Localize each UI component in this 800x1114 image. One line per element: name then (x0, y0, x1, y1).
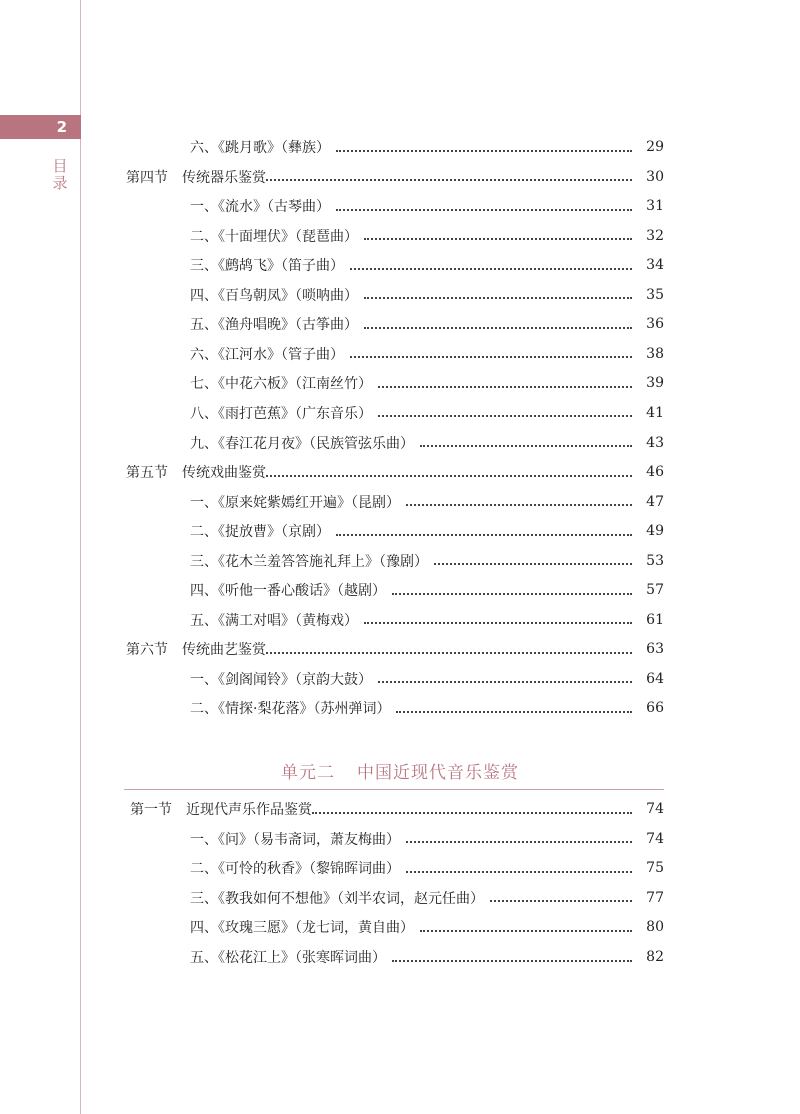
toc-item-row[interactable] (0, 313, 800, 335)
dot-leader (312, 811, 632, 814)
toc-entry-label: 一、《问》（易韦斋词，萧友梅曲） (190, 831, 400, 848)
toc-page-number: 57 (646, 582, 664, 599)
toc-item-row[interactable] (0, 284, 800, 306)
toc-item-row[interactable] (0, 225, 800, 247)
toc-item-row[interactable] (0, 579, 800, 601)
dot-leader (378, 414, 632, 417)
dot-leader (266, 178, 632, 181)
section-number: 第一节 (130, 802, 172, 818)
dot-leader (434, 562, 632, 565)
toc-page-number: 43 (646, 434, 664, 451)
toc-entry-label: 五、《渔舟唱晚》（古筝曲） (190, 317, 358, 334)
toc-item-row[interactable] (0, 136, 800, 158)
toc-item-row[interactable] (0, 491, 800, 513)
toc-item-row[interactable] (0, 550, 800, 572)
toc-item-row[interactable] (0, 254, 800, 276)
toc-page-number: 46 (646, 464, 664, 481)
toc-entry-label: 四、《听他一番心酸话》（越剧） (190, 583, 386, 600)
toc-entry-label (0, 462, 266, 482)
toc-page-number: 74 (646, 830, 664, 847)
toc-page-number: 75 (646, 860, 664, 877)
toc-page-number: 77 (646, 889, 664, 906)
dot-leader (378, 680, 632, 683)
dot-leader (392, 592, 632, 595)
toc-section-row[interactable] (0, 166, 800, 188)
toc-section-row[interactable] (0, 461, 800, 483)
section-title: 传统戏曲鉴赏 (182, 465, 266, 482)
dot-leader (266, 474, 632, 477)
toc-entry-label: 二、《十面埋伏》（琵琶曲） (190, 228, 358, 245)
dot-leader (364, 326, 632, 329)
toc-item-row[interactable] (0, 432, 800, 454)
toc-page-number: 35 (646, 286, 664, 303)
toc-page-number: 64 (646, 670, 664, 687)
toc-page-number: 36 (646, 316, 664, 333)
dot-leader (490, 899, 632, 902)
dot-leader (350, 355, 632, 358)
toc-item-row[interactable] (0, 828, 800, 850)
section-title: 传统器乐鉴赏 (182, 169, 266, 186)
toc-entry-label: 五、《松花江上》（张寒晖词曲） (190, 950, 386, 966)
toc-entry-label: 二、《情探·梨花落》（苏州弹词） (190, 701, 391, 718)
dot-leader (364, 296, 632, 299)
toc-page-number: 29 (646, 139, 664, 155)
toc-entry-label: 三、《教我如何不想他》（刘半农词，赵元任曲） (190, 890, 484, 907)
toc-entry-label: 八、《雨打芭蕉》（广东音乐） (190, 405, 372, 422)
toc-item-row[interactable] (0, 946, 800, 968)
toc-page-number: 80 (646, 919, 664, 936)
toc-entry-label: 七、《中花六板》（江南丝竹） (190, 376, 372, 393)
toc-page-number: 30 (646, 168, 664, 185)
side-label-char: 目 (52, 157, 68, 175)
toc-entry-label: 二、《可怜的秋香》（黎锦晖词曲） (190, 861, 400, 878)
section-number: 第六节 (126, 642, 168, 659)
toc-entry-label: 一、《原来姹紫嫣红开遍》（昆剧） (190, 494, 400, 511)
toc-item-row[interactable] (0, 697, 800, 719)
dot-leader (336, 208, 632, 211)
toc-page-number: 34 (646, 257, 664, 274)
toc-page-number: 49 (646, 523, 664, 540)
toc-page-number: 63 (646, 641, 664, 658)
toc-entry-label (0, 799, 312, 819)
toc-page-number: 41 (646, 404, 664, 421)
dot-leader (420, 929, 632, 932)
toc-item-row[interactable] (0, 887, 800, 909)
dot-leader (378, 385, 632, 388)
toc-page-number: 39 (646, 375, 664, 392)
dot-leader (420, 444, 632, 447)
toc-section-row[interactable] (0, 798, 800, 820)
dot-leader (396, 710, 632, 713)
toc-entry-label: 一、《剑阁闻铃》（京韵大鼓） (190, 671, 372, 688)
toc-section-row[interactable] (0, 638, 800, 660)
toc-item-row[interactable] (0, 609, 800, 631)
toc-entry-label (0, 167, 266, 187)
toc-item-row[interactable] (0, 520, 800, 542)
toc-page-number: 38 (646, 345, 664, 362)
section-title: 近现代声乐作品鉴赏 (186, 802, 312, 818)
toc-entry-label: 三、《花木兰羞答答施礼拜上》（豫剧） (190, 553, 428, 570)
toc-page-number: 74 (646, 801, 664, 817)
section-number: 第五节 (126, 465, 168, 482)
unit-rule (124, 789, 664, 790)
toc-entry-label: 六、《跳月歌》（彝族） (190, 140, 330, 156)
dot-leader (350, 267, 632, 270)
dot-leader (406, 870, 632, 873)
toc-entry-label: 三、《鹧鸪飞》（笛子曲） (190, 258, 344, 275)
toc-page-number: 82 (646, 949, 664, 965)
dot-leader (266, 651, 632, 654)
toc-entry-label: 五、《满工对唱》（黄梅戏） (190, 612, 358, 629)
toc-entry-label: 一、《流水》（古琴曲） (190, 199, 330, 216)
toc-item-row[interactable] (0, 916, 800, 938)
dot-leader (364, 621, 632, 624)
dot-leader (336, 533, 632, 536)
toc-page-number: 32 (646, 227, 664, 244)
toc-page-number: 66 (646, 700, 664, 717)
dot-leader (392, 959, 632, 962)
toc-item-row[interactable] (0, 402, 800, 424)
toc-entry-label: 四、《百鸟朝凤》（唢呐曲） (190, 287, 358, 304)
toc-page-number: 47 (646, 493, 664, 510)
dot-leader (406, 503, 632, 506)
toc-page-number: 31 (646, 198, 664, 215)
toc-entry-label: 九、《春江花月夜》（民族管弦乐曲） (190, 435, 414, 452)
toc-item-row[interactable] (0, 343, 800, 365)
unit-heading (0, 758, 800, 783)
toc-entry-label: 四、《玫瑰三愿》（龙七词，黄自曲） (190, 920, 414, 937)
toc-page-number: 53 (646, 552, 664, 569)
toc-item-row[interactable] (0, 195, 800, 217)
unit-number: 单元二 (281, 763, 335, 783)
toc-item-row[interactable] (0, 857, 800, 879)
section-number: 第四节 (126, 169, 168, 186)
page-number: 2 (56, 118, 67, 136)
dot-leader (364, 237, 632, 240)
side-label-char: 录 (52, 174, 68, 192)
dot-leader (336, 149, 632, 152)
dot-leader (406, 840, 632, 843)
toc-entry-label: 二、《捉放曹》（京剧） (190, 524, 330, 541)
section-title: 传统曲艺鉴赏 (182, 642, 266, 659)
toc-item-row[interactable] (0, 372, 800, 394)
unit-title: 中国近现代音乐鉴赏 (357, 763, 519, 783)
toc-entry-label: 六、《江河水》（管子曲） (190, 346, 344, 363)
toc-page-number: 61 (646, 611, 664, 628)
toc-item-row[interactable] (0, 668, 800, 690)
toc-entry-label (0, 639, 266, 659)
